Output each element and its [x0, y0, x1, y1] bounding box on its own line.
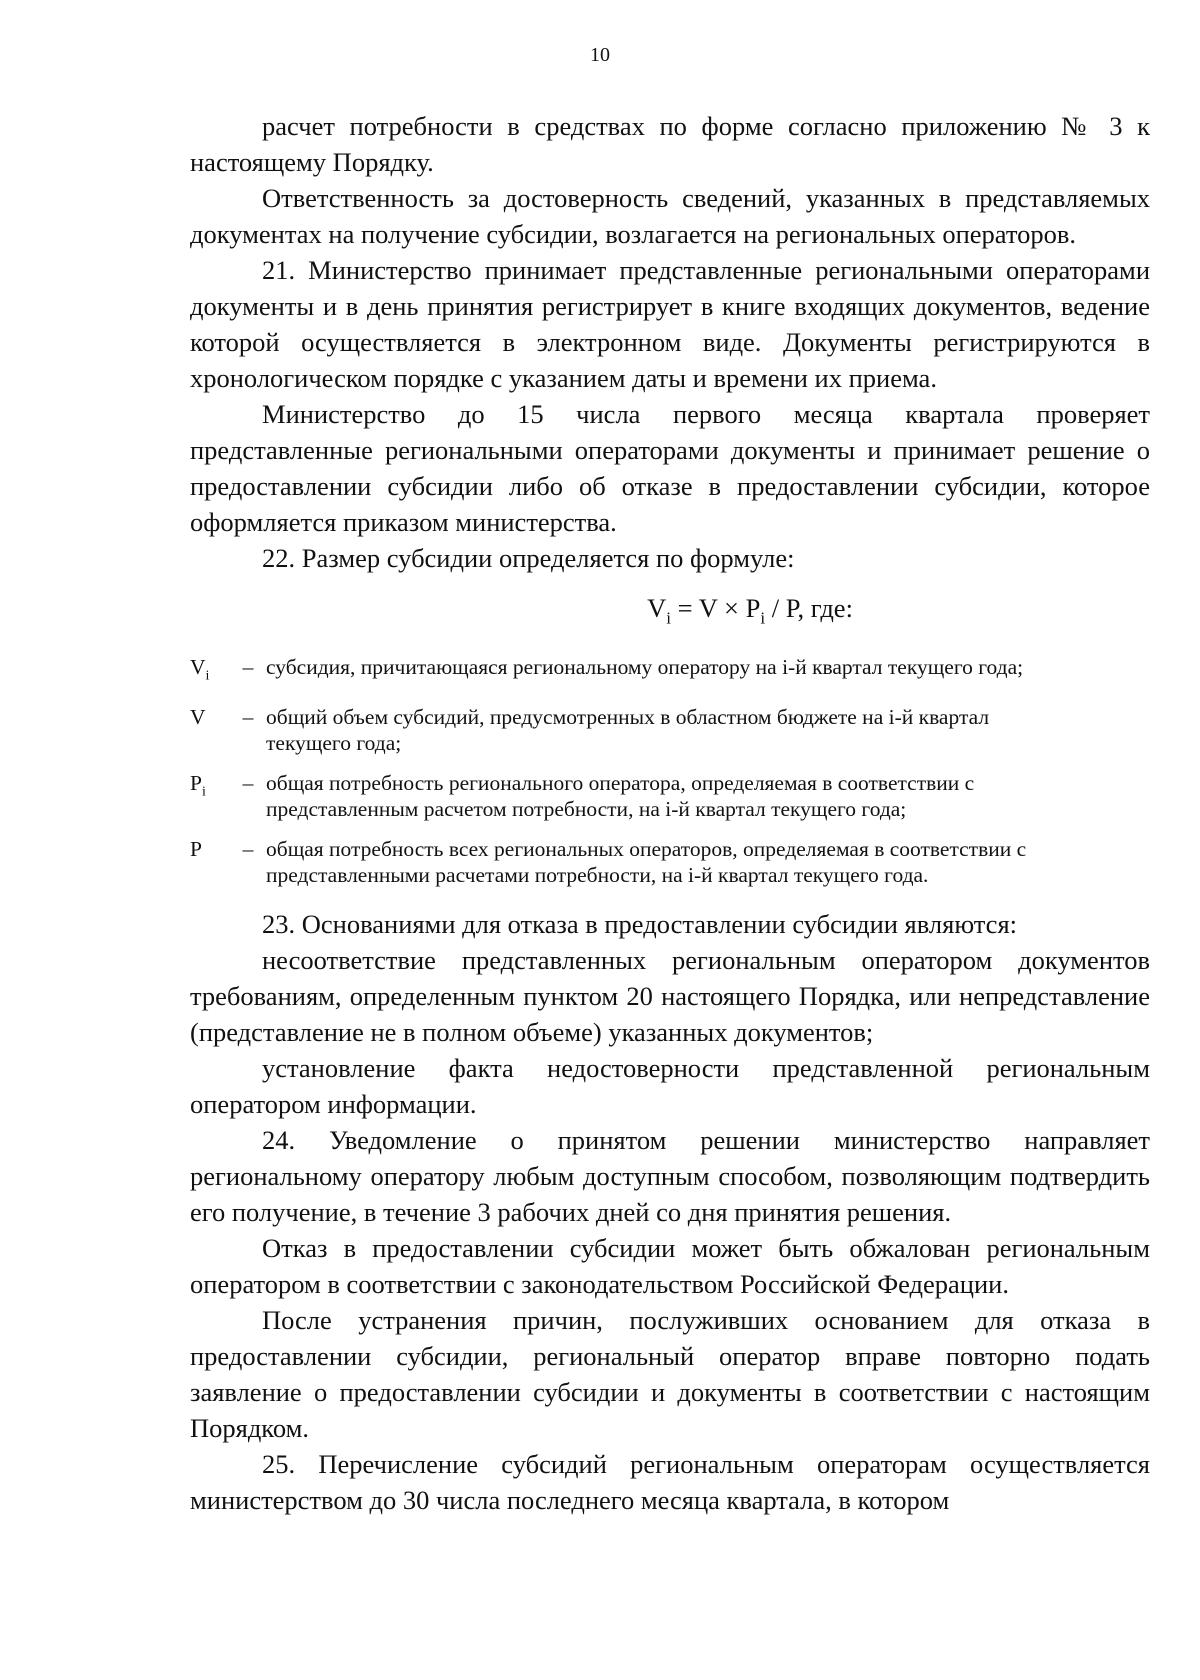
paragraph: установление факта недостоверности представленной региональным оператором информации. [190, 1052, 1150, 1119]
paragraph: После устранения причин, послуживших основанием для отказа в предоставлении субсидии, региональный оператор вправе повторно подать заявление о предоставлении субсидии и документы в соответствии с настоящим Порядком. [190, 1304, 1150, 1443]
definition-symbol: V [190, 704, 206, 729]
paragraph: 22. Размер субсидии определяется по формуле: [262, 543, 795, 573]
definition-item [190, 704, 1150, 756]
definition-item [190, 654, 1150, 689]
formula-rhs: / P, где: [765, 593, 853, 623]
formula-lhs-sub: i [666, 608, 671, 628]
paragraph: расчет потребности в средствах по форме согласно приложению № 3 к настоящему Порядку. [190, 111, 1150, 177]
definition-symbol: $V_i$ [190, 655, 210, 684]
paragraph: 21. Министерство принимает представленные региональными операторами документы и в день принятия регистрирует в книге входящих документов, ведение которой осуществляется в электронном виде. Документы регистрируются в хронологическом порядке с указанием даты и времени их приема. [190, 255, 1150, 393]
definition-text: общая потребность всех региональных операторов, определяемая в соответствии с представленными расчетами потребности, на i-й квартал текущего года. [266, 836, 1027, 887]
formula [190, 590, 1150, 636]
paragraph: несоответствие представленных региональным оператором документов требованиям, определенным пунктом 20 настоящего Порядка, или непредставление (представление не в полном объеме) указанных документов; [190, 944, 1150, 1047]
page-number: 10 [590, 44, 610, 66]
definition-dash: – [242, 704, 254, 729]
formula-mid: = V × P [671, 593, 761, 623]
definition-dash: – [242, 836, 254, 861]
paragraph: Отказ в предоставлении субсидии может быть обжалован региональным оператором в соответствии с законодательством Российской Федерации. [190, 1232, 1150, 1299]
definition-symbol: $P_i$ [190, 770, 206, 799]
definition-item [190, 836, 1150, 888]
definition-dash: – [242, 770, 254, 795]
formula-mid-sub: i [760, 608, 766, 628]
definition-text: общий объем субсидий, предусмотренных в областном бюджете на i-й квартал текущего года; [266, 704, 990, 755]
definition-symbol: P [190, 836, 202, 861]
paragraph: 24. Уведомление о принятом решении министерство направляет региональному оператору любым доступным способом, позволяющим подтвердить его получение, в течение 3 рабочих дней со дня принятия решения. [190, 1124, 1150, 1227]
definition-text: общая потребность регионального оператора, определяемая в соответствии с представленным расчетом потребности, на i-й квартал текущего года; [266, 770, 975, 821]
formula-lhs: V [647, 593, 667, 623]
definition-text: субсидия, причитающаяся региональному оператору на i-й квартал текущего года; [266, 655, 1024, 680]
paragraph: Министерство до 15 числа первого месяца квартала проверяет представленные региональными операторами документы и принимает решение о предоставлении субсидии либо об отказе в предоставлении субсидии, которое оформляется приказом министерства. [190, 399, 1150, 537]
paragraphs-top [190, 108, 1150, 576]
paragraph: 25. Перечисление субсидий региональным операторам осуществляется министерством до 30 числа последнего месяца квартала, в котором [190, 1448, 1150, 1515]
definition-item [190, 770, 1150, 822]
paragraph: 23. Основаниями для отказа в предоставлении субсидии являются: [262, 908, 1017, 939]
definitions-list [190, 654, 1150, 887]
paragraphs-bottom [190, 906, 1150, 1518]
definition-dash: – [242, 655, 254, 680]
paragraph: Ответственность за достоверность сведений, указанных в представляемых документах на получение субсидии, возлагается на региональных операторов. [190, 183, 1150, 249]
document-body [190, 108, 1150, 1518]
